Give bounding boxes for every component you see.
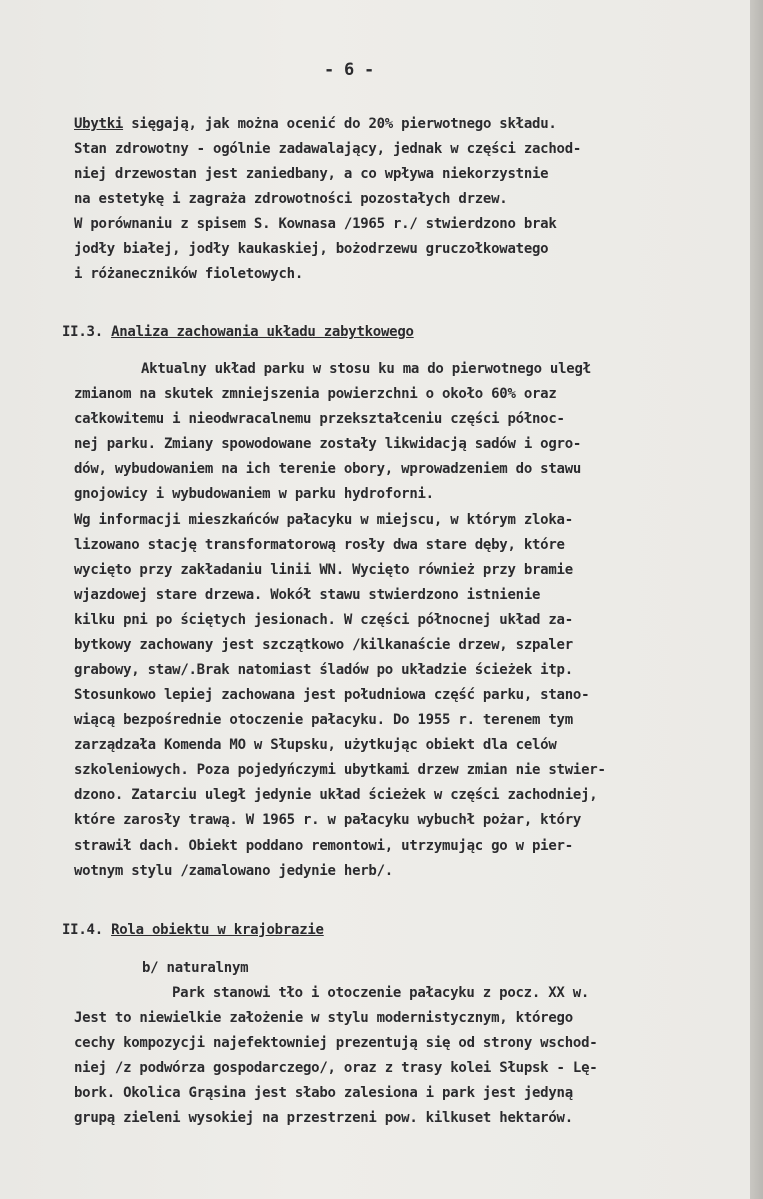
section-title: Analiza zachowania układu zabytkowego <box>111 324 414 340</box>
text-line: kilku pni po ściętych jesionach. W części północnej układ za- <box>74 612 573 628</box>
text-line: grabowy, staw/.Brak natomiast śladów po układzie ścieżek itp. <box>74 662 573 678</box>
text-line: Aktualny układ parku w stosu ku ma do pierwotnego uległ <box>141 361 591 377</box>
text-line: Wg informacji mieszkańców pałacyku w miejscu, w którym zloka- <box>74 512 573 528</box>
page-number: - 6 - <box>324 60 374 80</box>
text-line-start: Ubytki <box>74 116 124 132</box>
text-line: gnojowicy i wybudowaniem w parku hydroforni. <box>74 486 434 502</box>
text-line: niej drzewostan jest zaniedbany, a co wpływa niekorzystnie <box>74 166 549 182</box>
page-edge <box>750 0 763 1199</box>
text-line: i różaneczników fioletowych. <box>74 266 304 282</box>
text-line: bytkowy zachowany jest szczątkowo /kilkanaście drzew, szpaler <box>74 637 573 653</box>
text-line: Stan zdrowotny - ogólnie zadawalający, jednak w części zachod- <box>74 141 582 157</box>
text-line: bork. Okolica Grąsina jest słabo zalesiona i park jest jedyną <box>74 1085 573 1101</box>
text-line: lizowano stację transformatorową rosły dwa stare dęby, które <box>74 537 565 553</box>
text-line: dzono. Zatarciu uległ jedynie układ ścieżek w części zachodniej, <box>74 787 598 803</box>
text-line: strawił dach. Obiekt poddano remontowi, utrzymując go w pier- <box>74 838 573 854</box>
text-line-rest: sięgają, jak można ocenić do 20% pierwotnego składu. <box>123 116 557 132</box>
text-line: wotnym stylu /zamalowano jedynie herb/. <box>74 863 393 879</box>
text-line: jodły białej, jodły kaukaskiej, bożodrzewu gruczołkowatego <box>74 241 549 257</box>
text-line: wycięto przy zakładaniu linii WN. Wycięto również przy bramie <box>74 562 573 578</box>
text-line: które zarosły trawą. W 1965 r. w pałacyku wybuchł pożar, który <box>74 812 582 828</box>
section-heading <box>62 920 324 940</box>
text-line: całkowitemu i nieodwracalnemu przekształceniu części północ- <box>74 411 565 427</box>
text-line: nej parku. Zmiany spowodowane zostały likwidacją sadów i ogro- <box>74 436 582 452</box>
text-line: Jest to niewielkie założenie w stylu modernistycznym, którego <box>74 1010 573 1026</box>
text-line: zmianom na skutek zmniejszenia powierzchni o około 60% oraz <box>74 386 557 402</box>
section-number: II.3. <box>62 324 112 340</box>
section-heading <box>62 322 414 342</box>
text-line: zarządzała Komenda MO w Słupsku, użytkując obiekt dla celów <box>74 737 557 753</box>
text-line: Stosunkowo lepiej zachowana jest południowa część parku, stano- <box>74 687 590 703</box>
text-line: szkoleniowych. Poza pojedyńczymi ubytkami drzew zmian nie stwier- <box>74 762 606 778</box>
section-title: Rola obiektu w krajobrazie <box>111 922 324 938</box>
text-line: na estetykę i zagraża zdrowotności pozostałych drzew. <box>74 191 508 207</box>
section-number: II.4. <box>62 922 112 938</box>
text-line <box>74 114 557 134</box>
text-line: grupą zieleni wysokiej na przestrzeni pow. kilkuset hektarów. <box>74 1110 573 1126</box>
text-line: dów, wybudowaniem na ich terenie obory, wprowadzeniem do stawu <box>74 461 582 477</box>
subsection-label: b/ naturalnym <box>142 960 249 976</box>
text-line: Park stanowi tło i otoczenie pałacyku z pocz. XX w. <box>172 985 590 1001</box>
text-line: W porównaniu z spisem S. Kownasa /1965 r./ stwierdzono brak <box>74 216 557 232</box>
text-line: wjazdowej stare drzewa. Wokół stawu stwierdzono istnienie <box>74 587 541 603</box>
text-line: cechy kompozycji najefektowniej prezentują się od strony wschod- <box>74 1035 598 1051</box>
text-line: niej /z podwórza gospodarczego/, oraz z trasy kolei Słupsk - Lę- <box>74 1060 598 1076</box>
text-line: wiącą bezpośrednie otoczenie pałacyku. Do 1955 r. terenem tym <box>74 712 573 728</box>
